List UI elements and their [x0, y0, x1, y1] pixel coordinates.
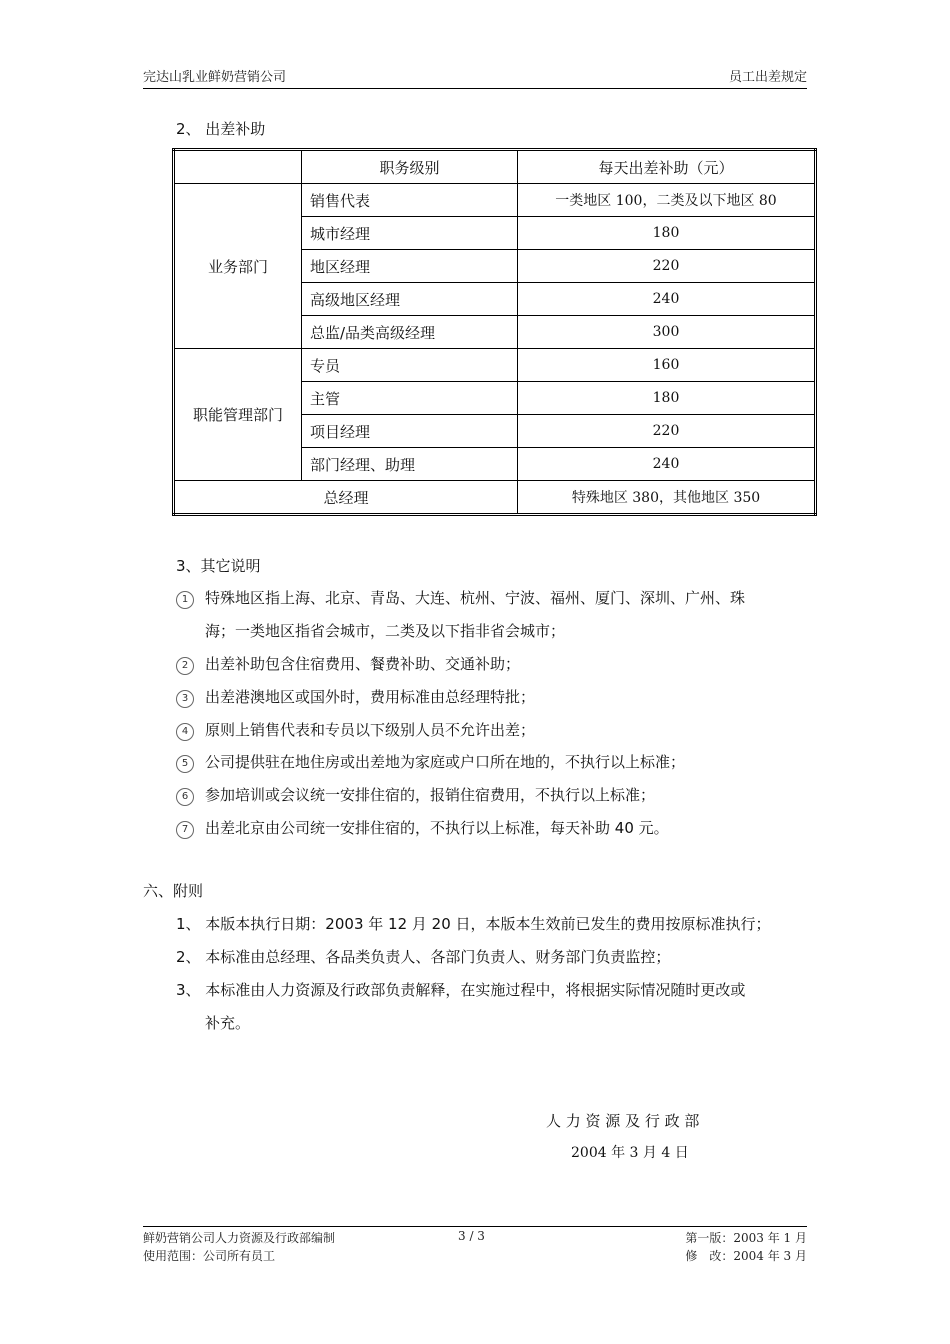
table-header-level: 职务级别 [302, 150, 518, 184]
note-continuation: 海；一类地区指省会城市，二类及以下指非省会城市； [205, 622, 566, 640]
rule-item-continuation: 补充。 [205, 1014, 251, 1032]
footer-revision: 修 改：2004 年 3 月 [685, 1249, 807, 1263]
level-cell: 主管 [302, 382, 518, 415]
amount-cell: 240 [518, 283, 816, 316]
circled-number: 1 [176, 591, 194, 609]
note-item [176, 751, 685, 773]
section-3-title: 3、其它说明 [176, 557, 261, 575]
level-cell: 项目经理 [302, 415, 518, 448]
table-row [174, 184, 816, 217]
footer-scope: 使用范围：公司所有员工 [143, 1249, 276, 1263]
table-row-gm [174, 481, 816, 515]
footer-editor: 鲜奶营销公司人力资源及行政部编制 [143, 1231, 336, 1245]
signature-dept: 人 力 资 源 及 行 政 部 [546, 1112, 700, 1130]
note-text: 出差北京由公司统一安排住宿的，不执行以上标准，每天补助 40 元。 [205, 819, 669, 837]
amount-cell: 300 [518, 316, 816, 349]
section-2-title: 2、 出差补助 [176, 120, 266, 138]
note-item [176, 817, 669, 839]
note-text: 原则上销售代表和专员以下级别人员不允许出差； [205, 721, 536, 739]
footer-page-number: 3 / 3 [458, 1229, 485, 1243]
level-cell: 销售代表 [302, 184, 518, 217]
rule-item: 1、 本版本执行日期：2003 年 12 月 20 日，本版本生效前已发生的费用按原标准执行； [176, 915, 771, 933]
circled-number: 3 [176, 690, 194, 708]
amount-cell: 240 [518, 448, 816, 481]
amount-cell: 220 [518, 250, 816, 283]
circled-number: 2 [176, 657, 194, 675]
circled-number: 4 [176, 723, 194, 741]
footer-edition: 第一版：2003 年 1 月 [685, 1231, 807, 1245]
circled-number: 5 [176, 755, 194, 773]
table-header-row [174, 150, 816, 184]
table-header-allowance: 每天出差补助（元） [518, 150, 816, 184]
note-item [176, 653, 520, 675]
gm-level-cell: 总经理 [174, 481, 518, 515]
rule-item: 3、 本标准由人力资源及行政部负责解释，在实施过程中，将根据实际情况随时更改或 [176, 981, 746, 999]
note-text: 出差补助包含住宿费用、餐费补助、交通补助； [205, 655, 521, 673]
section-6-title: 六、附则 [143, 882, 204, 900]
amount-cell: 180 [518, 217, 816, 250]
dept-cell-business: 业务部门 [174, 184, 302, 349]
table-row [174, 349, 816, 382]
gm-amount-cell: 特殊地区 380，其他地区 350 [518, 481, 816, 515]
header-divider [143, 88, 807, 89]
note-item [176, 784, 655, 806]
note-item [176, 719, 535, 741]
level-cell: 部门经理、助理 [302, 448, 518, 481]
note-text: 特殊地区指上海、北京、青岛、大连、杭州、宁波、福州、厦门、深圳、广州、珠 [205, 589, 746, 607]
header-company: 完达山乳业鲜奶营销公司 [143, 70, 287, 85]
allowance-table [172, 148, 817, 516]
level-cell: 总监/品类高级经理 [302, 316, 518, 349]
level-cell: 地区经理 [302, 250, 518, 283]
signature-date: 2004 年 3 月 4 日 [571, 1145, 689, 1161]
dept-cell-functional: 职能管理部门 [174, 349, 302, 481]
note-item [176, 587, 745, 609]
level-cell: 城市经理 [302, 217, 518, 250]
circled-number: 6 [176, 788, 194, 806]
footer-divider [143, 1226, 807, 1227]
amount-cell: 160 [518, 349, 816, 382]
circled-number: 7 [176, 821, 194, 839]
rule-item: 2、 本标准由总经理、各品类负责人、各部门负责人、财务部门负责监控； [176, 948, 671, 966]
table-header-empty [174, 150, 302, 184]
amount-cell: 一类地区 100，二类及以下地区 80 [518, 184, 816, 217]
level-cell: 高级地区经理 [302, 283, 518, 316]
header-doc-title: 员工出差规定 [728, 70, 807, 85]
level-cell: 专员 [302, 349, 518, 382]
note-text: 公司提供驻在地住房或出差地为家庭或户口所在地的，不执行以上标准； [205, 753, 686, 771]
note-text: 参加培训或会议统一安排住宿的，报销住宿费用，不执行以上标准； [205, 786, 656, 804]
amount-cell: 180 [518, 382, 816, 415]
note-item [176, 686, 535, 708]
amount-cell: 220 [518, 415, 816, 448]
note-text: 出差港澳地区或国外时，费用标准由总经理特批； [205, 688, 536, 706]
